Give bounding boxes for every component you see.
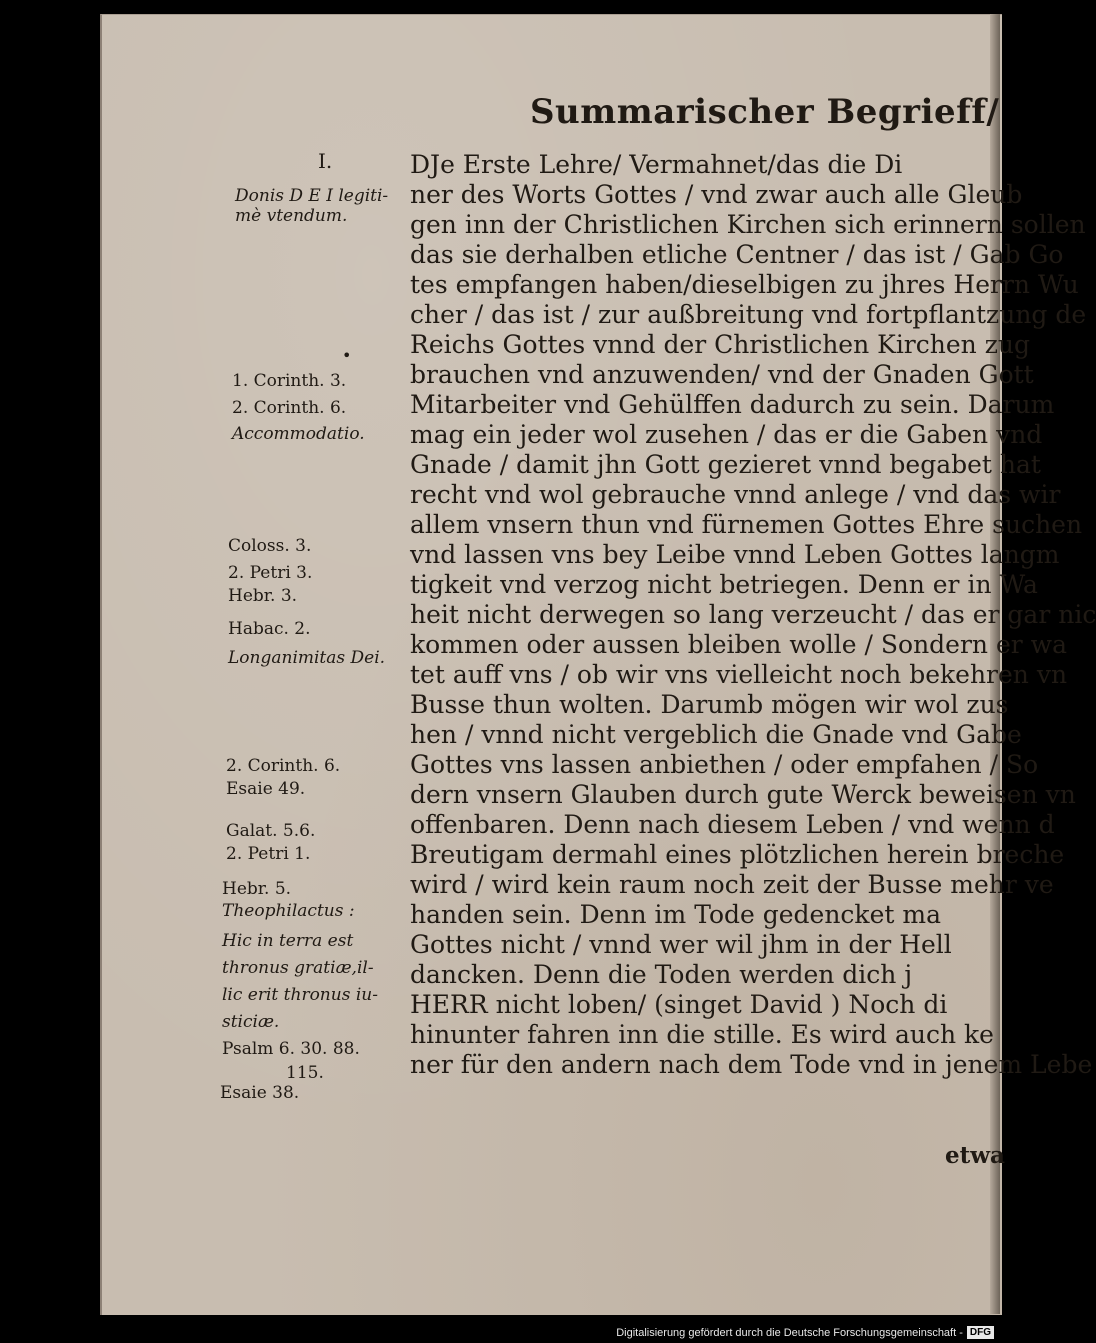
body-line: tigkeit vnd verzog nicht betriegen. Denn er in Wa [410,570,1038,599]
margin-reference: Galat. 5.6. [226,821,316,841]
margin-note: Donis D E I legiti- [235,186,389,206]
margin-number: I. [318,149,333,173]
body-line: Mitarbeiter vnd Gehülffen dadurch zu sein. Darum [410,390,1055,419]
body-line: das sie derhalben etliche Centner / das ist / Gab Go [410,240,1064,269]
margin-note: Longanimitas Dei. [228,648,386,668]
body-line: vnd lassen vns bey Leibe vnnd Leben Gottes langm [410,540,1060,569]
margin-note: lic erit thronus iu- [222,985,378,1005]
margin-reference: Hebr. 3. [228,586,298,606]
margin-note: Hic in terra est [222,931,354,951]
body-line: offenbaren. Denn nach diesem Leben / vnd wenn d [410,810,1055,839]
body-line: ner des Worts Gottes / vnd zwar auch alle Gleub [410,180,1023,209]
margin-reference: Esaie 38. [220,1083,300,1103]
margin-reference: 2. Petri 1. [226,844,311,864]
body-line: dern vnsern Glauben durch gute Werck beweisen vn [410,780,1076,809]
body-line: Gottes vns lassen anbiethen / oder empfahen / So [410,750,1039,779]
body-line: Breutigam dermahl eines plötzlichen herein breche [410,840,1065,869]
body-line: recht vnd wol gebrauche vnnd anlege / vnd das wir [410,480,1061,509]
margin-note: thronus gratiæ,il- [222,958,374,978]
margin-reference: 1. Corinth. 3. [232,371,347,391]
body-line: handen sein. Denn im Tode gedencket ma [410,900,941,929]
margin-reference: Esaie 49. [226,779,306,799]
body-line: DJe Erste Lehre/ Vermahnet/das die Di [410,150,903,179]
margin-reference: 2. Petri 3. [228,563,313,583]
margin-reference: Coloss. 3. [228,536,312,556]
body-line: gen inn der Christlichen Kirchen sich erinnern sollen [410,210,1086,239]
body-line: Reichs Gottes vnnd der Christlichen Kirchen zug [410,330,1030,359]
body-line: HERR nicht loben/ (singet David ) Noch di [410,990,948,1019]
body-line: wird / wird kein raum noch zeit der Busse mehr ve [410,870,1054,899]
body-line: hen / vnnd nicht vergeblich die Gnade vnd Gabe [410,720,1022,749]
margin-reference: Psalm 6. 30. 88. [222,1039,360,1059]
body-line: heit nicht derwegen so lang verzeucht / das er gar nic [410,600,1096,629]
body-line: tes empfangen haben/dieselbigen zu jhres Herrn Wu [410,270,1079,299]
body-line: kommen oder aussen bleiben wolle / Sondern er wa [410,630,1067,659]
body-line: tet auff vns / ob wir vns vielleicht noch bekehren vn [410,660,1068,689]
body-line: cher / das ist / zur außbreitung vnd fortpflantzung de [410,300,1087,329]
margin-note: sticiæ. [222,1012,280,1032]
digitization-credit [616,1326,994,1339]
margin-reference: 2. Corinth. 6. [232,398,347,418]
body-line: mag ein jeder wol zusehen / das er die Gaben vnd [410,420,1043,449]
body-line: dancken. Denn die Toden werden dich j [410,960,913,989]
body-text [410,150,1096,1080]
body-line: Busse thun wolten. Darumb mögen wir wol zus [410,690,1009,719]
margin-mark: • [342,346,352,365]
credit-text: Digitalisierung gefördert durch die Deutsche Forschungsgemeinschaft - [616,1326,963,1339]
body-line: ner für den andern nach dem Tode vnd in jenem Lebe [410,1050,1093,1079]
running-heading: Summarischer Begrieff/ [530,92,1000,132]
margin-note: mè vtendum. [235,206,348,226]
margin-reference: 2. Corinth. 6. [226,756,341,776]
catchword: etwa [945,1142,1005,1169]
margin-reference: Habac. 2. [228,619,311,639]
margin-note: Accommodatio. [232,424,365,444]
body-line: brauchen vnd anzuwenden/ vnd der Gnaden Gott [410,360,1034,389]
dfg-logo: DFG [967,1326,994,1339]
body-line: hinunter fahren inn die stille. Es wird auch ke [410,1020,994,1049]
body-line: allem vnsern thun vnd fürnemen Gottes Ehre suchen [410,510,1083,539]
margin-note: Theophilactus : [222,901,355,921]
margin-reference: 115. [286,1063,324,1083]
body-line: Gottes nicht / vnnd wer wil jhm in der Hell [410,930,952,959]
margin-reference: Hebr. 5. [222,879,292,899]
body-line: Gnade / damit jhn Gott gezieret vnnd begabet hat [410,450,1041,479]
